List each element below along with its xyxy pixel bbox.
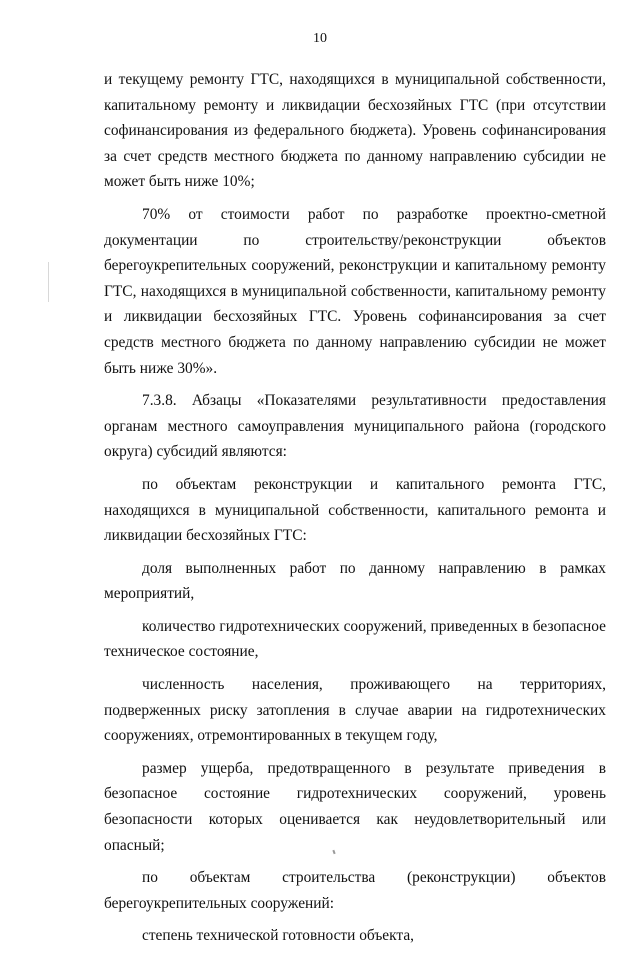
paragraph-3: 7.3.8. Абзацы «Показателями результативности предоставления органам местного самоуправления муниципального района (городского округа) субсидий являются: <box>104 392 606 461</box>
paragraph-5: доля выполненных работ по данному направлению в рамках мероприятий, <box>104 559 606 603</box>
paragraph-1: и текущему ремонту ГТС, находящихся в муниципальной собственности, капитальному ремонту и ликвидации бесхозяйных ГТС (при отсутствии софинансирования из федерального бюджета). Уровень софинансирования за счет средств местного бюджета по данному направлению субсидии не может быть ниже 10%; <box>104 71 606 191</box>
paragraph-7: численность населения, проживающего на территориях, подверженных риску затопления в случае аварии на гидротехнических сооружениях, отремонтированных в текущем году, <box>104 676 606 745</box>
scan-margin-mark <box>48 262 49 302</box>
paragraph-8: размер ущерба, предотвращенного в результате приведения в безопасное состояние гидротехнических сооружений, уровень безопасности которых оценивается как неудовлетворительный или опасный; <box>104 759 606 854</box>
paragraph-10: степень технической готовности объекта, <box>142 927 415 945</box>
page-number: 10 <box>313 31 327 46</box>
paragraph-2: 70% от стоимости работ по разработке проектно-сметной документации по строительству/реконструкции объектов берегоукрепительных сооружений, реконструкции и капитальному ремонту ГТС, находящихся в муниципальной собственности, капитальному ремонту и ликвидации бесхозяйных ГТС. Уровень софинансирования за счет средств местного бюджета по данному направлению субсидии не может быть ниже 30%». <box>104 205 606 377</box>
paragraph-4: по объектам реконструкции и капитального ремонта ГТС, находящихся в муниципальной собственности, капитального ремонта и ликвидации бесхозяйных ГТС: <box>104 475 606 545</box>
document-body <box>104 67 606 956</box>
paragraph-9: по объектам строительства (реконструкции) объектов берегоукрепительных сооружений: <box>104 869 606 912</box>
paragraph-6: количество гидротехнических сооружений, приведенных в безопасное техническое состояние, <box>104 617 606 661</box>
